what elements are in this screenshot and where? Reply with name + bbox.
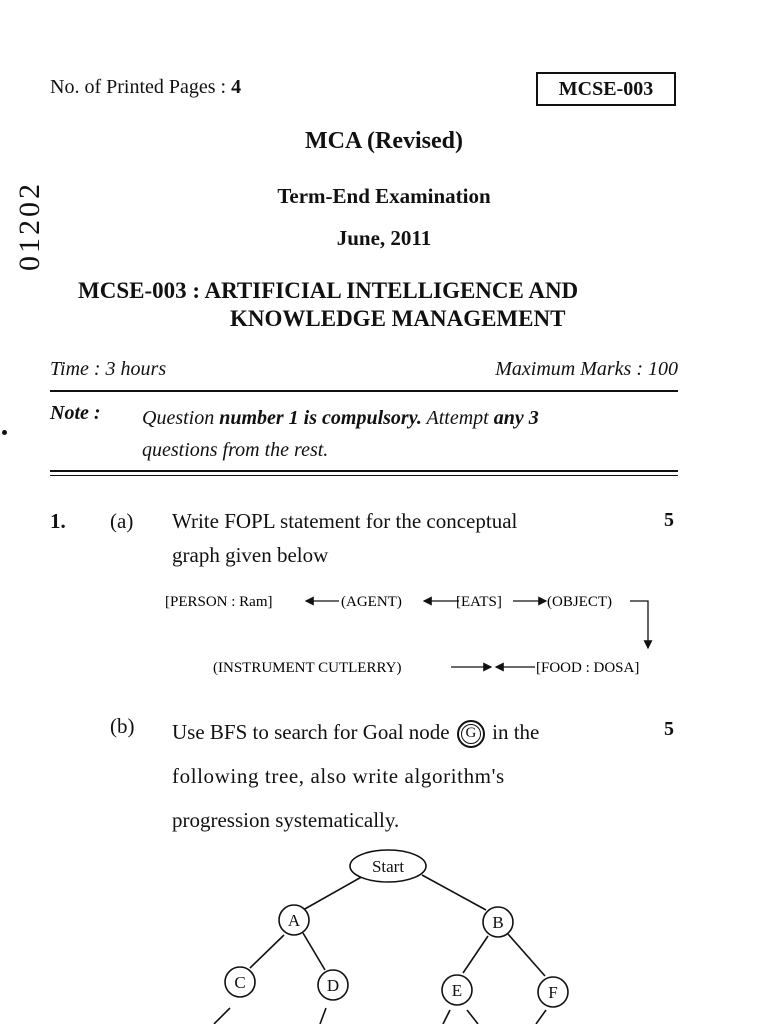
cg-food: [FOOD : DOSA] bbox=[536, 660, 640, 676]
note-text bbox=[142, 402, 682, 466]
tree-edges bbox=[214, 875, 546, 1024]
part-b-text-after: in the bbox=[486, 720, 540, 744]
part-a-line2: graph given below bbox=[172, 543, 329, 567]
part-a-text bbox=[172, 504, 642, 572]
double-rule-bottom bbox=[50, 475, 678, 476]
note-label: Note : bbox=[50, 402, 101, 424]
edge-e-right bbox=[467, 1010, 478, 1024]
edge-start-a bbox=[303, 875, 365, 910]
exam-title: Term-End Examination bbox=[277, 184, 491, 208]
part-b-marks: 5 bbox=[664, 718, 674, 740]
time-allowed: Time : 3 hours bbox=[50, 358, 167, 380]
edge-a-d bbox=[303, 933, 325, 970]
divider-rule bbox=[50, 390, 678, 392]
edge-e-left bbox=[443, 1010, 450, 1024]
cg-instrument: (INSTRUMENT CUTLERRY) bbox=[213, 660, 402, 676]
edge-b-f bbox=[508, 934, 545, 976]
part-b-text bbox=[172, 710, 642, 842]
exam-date: June, 2011 bbox=[336, 226, 432, 250]
part-b-label: (b) bbox=[110, 714, 135, 738]
node-c-label: C bbox=[234, 973, 246, 992]
paper-code-box: MCSE-003 bbox=[536, 72, 676, 106]
cg-person: [PERSON : Ram] bbox=[165, 594, 273, 610]
part-b-line2: following tree, also write algorithm's bbox=[172, 764, 505, 788]
edge-f-down bbox=[536, 1010, 546, 1024]
programme-title: MCA (Revised) bbox=[305, 128, 463, 154]
cg-agent: (AGENT) bbox=[341, 594, 402, 610]
goal-node-icon bbox=[457, 720, 485, 748]
course-title-line2: KNOWLEDGE MANAGEMENT bbox=[230, 306, 566, 331]
node-f-label: F bbox=[548, 983, 558, 1002]
node-a-label: A bbox=[287, 911, 301, 930]
part-a-label: (a) bbox=[110, 509, 134, 533]
note-text-d: any 3 bbox=[493, 407, 539, 429]
question-number: 1. bbox=[50, 509, 66, 533]
printed-pages-value: 4 bbox=[231, 76, 242, 98]
note-text-c: Attempt bbox=[421, 407, 494, 429]
part-a-line1: Write FOPL statement for the conceptual bbox=[172, 509, 518, 533]
note-text-a: Question bbox=[142, 407, 220, 429]
printed-pages-label: No. of Printed Pages : bbox=[50, 76, 232, 98]
note-text-b: number 1 is compulsory. bbox=[219, 407, 422, 429]
bfs-tree bbox=[0, 840, 768, 1024]
part-a-marks: 5 bbox=[664, 509, 674, 531]
printed-pages bbox=[50, 76, 241, 99]
node-b-label: B bbox=[492, 913, 504, 932]
edge-b-e bbox=[463, 936, 488, 973]
double-rule-top bbox=[50, 470, 678, 472]
cg-eats: [EATS] bbox=[456, 594, 502, 610]
stray-dot bbox=[2, 430, 7, 435]
part-b-line3: progression systematically. bbox=[172, 808, 400, 832]
node-d-label: D bbox=[326, 976, 340, 995]
maximum-marks: Maximum Marks : 100 bbox=[495, 358, 678, 380]
node-e-label: E bbox=[451, 981, 463, 1000]
note-text-e: questions from the rest. bbox=[142, 439, 329, 461]
conceptual-graph bbox=[0, 580, 768, 690]
node-start-label: Start bbox=[371, 857, 405, 876]
cg-arrow-object-food bbox=[630, 601, 648, 648]
edge-d-down bbox=[320, 1008, 326, 1024]
edge-c-down bbox=[214, 1008, 230, 1024]
course-title-line1: MCSE-003 : ARTIFICIAL INTELLIGENCE AND bbox=[78, 278, 579, 303]
cg-object: (OBJECT) bbox=[547, 594, 612, 610]
edge-a-c bbox=[250, 935, 284, 968]
side-serial-code: 01202 bbox=[13, 181, 46, 271]
goal-node-label: G bbox=[461, 724, 481, 744]
part-b-text-before: Use BFS to search for Goal node bbox=[172, 720, 455, 744]
edge-start-b bbox=[422, 875, 486, 910]
